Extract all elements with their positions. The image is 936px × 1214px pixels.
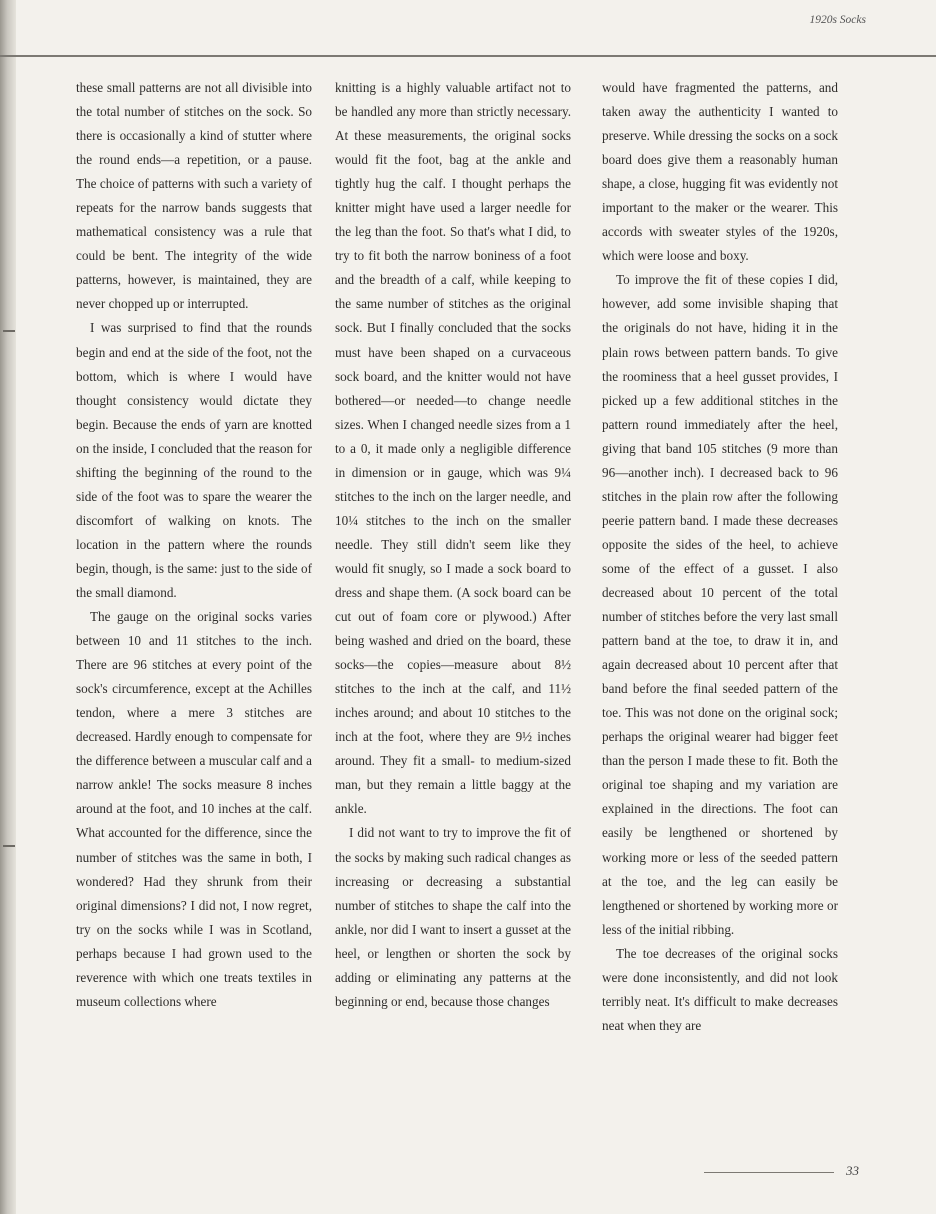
- paragraph: To improve the fit of these copies I did, however, add some invisible shaping that the originals do not have, hiding it in the plain rows between pattern bands. To give the roominess that a heel gusset provides, I picked up a few additional stitches in the pattern round immediately after the heel, giving that band 105 stitches (9 more than 96—another inch). I decreased back to 96 stitches in the plain row after the following peerie pattern band. I made these decreases opposite the sides of the heel, to achieve some of the effect of a gusset. I also decreased about 10 percent of the total number of stitches before the very last small pattern band at the toe, to draw it in, and again decreased about 10 percent after that band before the final seeded pattern of the toe. This was not done on the original sock; perhaps the original wearer had bigger feet than the person I made these to fit. Both the original toe shaping and my variation are explained in the directions. The foot can easily be lengthened or shortened by working more or less of the seeded pattern at the toe, and the leg can easily be lengthened or shortened by working more or less of the initial ribbing.: [602, 272, 838, 937]
- paragraph: these small patterns are not all divisible into the total number of stitches on the sock. So there is occasionally a kind of stutter where the round ends—a repetition, or a pause. The choice of patterns with such a variety of repeats for the narrow bands suggests that mathematical consistency was a rule that could be bent. The integrity of the wide patterns, however, is maintained, they are never chopped up or interrupted.: [76, 80, 312, 312]
- paragraph: The toe decreases of the original socks were done inconsistently, and did not look terribly neat. It's difficult to make decreases neat when they are: [602, 945, 838, 1033]
- spine-mark: [3, 845, 15, 847]
- paragraph: would have fragmented the patterns, and taken away the authenticity I wanted to preserve. While dressing the socks on a sock board does give them a reasonably human shape, a close, hugging fit was evidently not important to the maker or the wearer. This accords with sweater styles of the 1920s, which were loose and boxy.: [602, 80, 838, 264]
- footer-rule: [704, 1172, 834, 1173]
- book-spine-shadow: [0, 0, 16, 1214]
- spine-mark: [3, 330, 15, 332]
- paragraph: I was surprised to find that the rounds begin and end at the side of the foot, not the bottom, which is where I would have thought consistency would dictate they begin. Because the ends of yarn are knotted on the inside, I concluded that the reason for shifting the beginning of the round to the side of the foot was to spare the wearer the discomfort of walking on knots. The location in the pattern where the rounds begin, though, is the same: just to the side of the small diamond.: [76, 320, 312, 600]
- header-rule: [0, 55, 936, 57]
- page-number: 33: [846, 1163, 859, 1178]
- paragraph: The gauge on the original socks varies between 10 and 11 stitches to the inch. There are 96 stitches at every point of the sock's circumference, except at the Achilles tendon, where a mere 3 stitches are decreased. Hardly enough to compensate for the difference between a muscular calf and a narrow ankle! The socks measure 8 inches around at the foot, and 10 inches at the calf. What accounted for the difference, since the number of stitches was the same in both, I wondered? Had they shrunk from their original dimensions? I did not, I now regret, try on the socks while I was in Scotland, perhaps because I had grown used to the reverence with which one treats textiles in museum collections where: [76, 609, 312, 1009]
- paragraph: knitting is a highly valuable artifact not to be handled any more than strictly necessary. At these measurements, the original socks would fit the foot, bag at the ankle and tightly hug the calf. I thought perhaps the knitter might have used a larger needle for the leg than the foot. So that's what I did, to try to fit both the narrow boniness of a foot and the breadth of a calf, while keeping to the same number of stitches as the original sock. But I finally concluded that the socks must have been shaped on a curvaceous sock board, and the knitter would not have bothered—or needed—to change needle sizes. When I changed needle sizes from a 1 to a 0, it made only a negligible difference in dimension or in gauge, which was 9¼ stitches to the inch on the larger needle, and 10¼ stitches to the inch on the smaller needle. They still didn't seem like they would fit snugly, so I made a sock board to dress and shape them. (A sock board can be cut out of foam core or plywood.) After being washed and dried on the board, these socks—the copies—measure about 8½ stitches to the inch at the calf, and 11½ inches around; and about 10 stitches to the inch at the foot, where they are 9½ inches around. They fit a small- to medium-sized man, but they remain a little baggy at the ankle.: [335, 80, 571, 817]
- paragraph: I did not want to try to improve the fit of the socks by making such radical changes as increasing or decreasing a substantial number of stitches to shape the calf into the ankle, nor did I want to insert a gusset at the heel, or lengthen or shorten the sock by adding or eliminating any patterns at the beginning or end, because those changes: [335, 825, 571, 1009]
- text-column-3: [602, 76, 838, 1038]
- text-column-2: [335, 76, 571, 1014]
- running-head: 1920s Socks: [809, 14, 866, 26]
- text-column-1: [76, 76, 312, 1014]
